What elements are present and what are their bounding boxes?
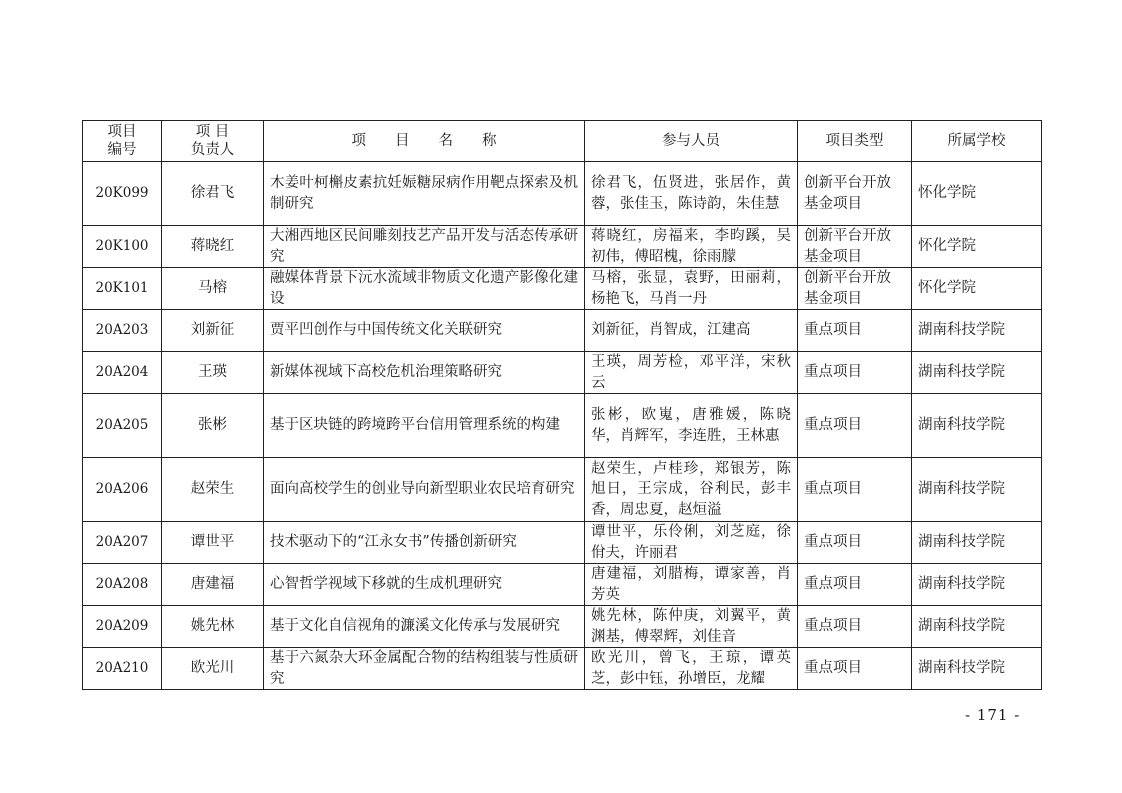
- header-leader: 项 目 负责人: [162, 121, 264, 162]
- project-id-cell: 20A203: [83, 310, 162, 352]
- project-leader-cell: 张彬: [162, 394, 264, 458]
- table-row: [83, 310, 1042, 352]
- header-name: 项 目 名 称: [264, 121, 585, 162]
- header-id: 项目 编号: [83, 121, 162, 162]
- table-row: [83, 268, 1042, 310]
- project-members-cell: 王瑛，周芳检，邓平洋，宋秋云: [585, 352, 798, 394]
- project-id-cell: 20A207: [83, 522, 162, 564]
- project-school-cell: 湖南科技学院: [912, 458, 1042, 522]
- project-type-cell: 创新平台开放基金项目: [798, 162, 912, 226]
- project-school-cell: 湖南科技学院: [912, 606, 1042, 648]
- project-type-cell: 重点项目: [798, 352, 912, 394]
- project-leader-cell: 马榕: [162, 268, 264, 310]
- project-name-cell: 心智哲学视域下移就的生成机理研究: [264, 564, 585, 606]
- project-leader-cell: 刘新征: [162, 310, 264, 352]
- table-row: [83, 226, 1042, 268]
- project-name-cell: 基于文化自信视角的濂溪文化传承与发展研究: [264, 606, 585, 648]
- project-type-cell: 创新平台开放基金项目: [798, 268, 912, 310]
- header-school: 所属学校: [912, 121, 1042, 162]
- project-id-cell: 20K099: [83, 162, 162, 226]
- project-members-cell: 赵荣生，卢桂珍，郑银芳，陈旭日，王宗成，谷利民，彭丰香，周忠夏，赵烜溢: [585, 458, 798, 522]
- project-id-cell: 20A208: [83, 564, 162, 606]
- table-row: [83, 606, 1042, 648]
- project-leader-cell: 王瑛: [162, 352, 264, 394]
- project-type-cell: 重点项目: [798, 606, 912, 648]
- project-type-cell: 重点项目: [798, 394, 912, 458]
- project-school-cell: 湖南科技学院: [912, 352, 1042, 394]
- project-type-cell: 重点项目: [798, 522, 912, 564]
- project-leader-cell: 谭世平: [162, 522, 264, 564]
- project-school-cell: 怀化学院: [912, 162, 1042, 226]
- project-school-cell: 怀化学院: [912, 226, 1042, 268]
- header-type: 项目类型: [798, 121, 912, 162]
- project-members-cell: 欧光川，曾飞，王琼，谭英芝，彭中钰，孙增臣，龙耀: [585, 648, 798, 690]
- project-id-cell: 20A206: [83, 458, 162, 522]
- project-school-cell: 湖南科技学院: [912, 648, 1042, 690]
- table-row: [83, 352, 1042, 394]
- project-members-cell: 蒋晓红，房福来，李昀蹊，吴初伟，傅昭槐，徐雨朦: [585, 226, 798, 268]
- project-id-cell: 20A209: [83, 606, 162, 648]
- header-members: 参与人员: [585, 121, 798, 162]
- project-name-cell: 基于六氮杂大环金属配合物的结构组装与性质研究: [264, 648, 585, 690]
- project-leader-cell: 徐君飞: [162, 162, 264, 226]
- table-row: [83, 394, 1042, 458]
- project-leader-cell: 欧光川: [162, 648, 264, 690]
- project-id-cell: 20A210: [83, 648, 162, 690]
- project-school-cell: 湖南科技学院: [912, 564, 1042, 606]
- project-name-cell: 技术驱动下的“江永女书”传播创新研究: [264, 522, 585, 564]
- project-name-cell: 新媒体视域下高校危机治理策略研究: [264, 352, 585, 394]
- project-leader-cell: 赵荣生: [162, 458, 264, 522]
- project-type-cell: 重点项目: [798, 458, 912, 522]
- project-leader-cell: 唐建福: [162, 564, 264, 606]
- project-members-cell: 徐君飞，伍贤进，张居作，黄蓉，张佳玉，陈诗韵，朱佳慧: [585, 162, 798, 226]
- table-row: [83, 162, 1042, 226]
- project-members-cell: 张彬，欧嵬，唐雅媛，陈晓华，肖辉军，李连胜，王林惠: [585, 394, 798, 458]
- project-members-cell: 谭世平，乐伶俐，刘芝庭，徐佾夫，许丽君: [585, 522, 798, 564]
- project-members-cell: 唐建福，刘腊梅，谭家善，肖芳英: [585, 564, 798, 606]
- project-id-cell: 20K101: [83, 268, 162, 310]
- project-name-cell: 大湘西地区民间雕刻技艺产品开发与活态传承研究: [264, 226, 585, 268]
- project-name-cell: 融媒体背景下沅水流域非物质文化遗产影像化建设: [264, 268, 585, 310]
- project-type-cell: 重点项目: [798, 648, 912, 690]
- project-name-cell: 基于区块链的跨境跨平台信用管理系统的构建: [264, 394, 585, 458]
- project-school-cell: 怀化学院: [912, 268, 1042, 310]
- project-type-cell: 重点项目: [798, 564, 912, 606]
- project-members-cell: 姚先林，陈仲庚，刘翼平，黄渊基，傅翠辉，刘佳音: [585, 606, 798, 648]
- project-id-cell: 20A205: [83, 394, 162, 458]
- project-name-cell: 木姜叶柯槲皮素抗妊娠糖尿病作用靶点探索及机制研究: [264, 162, 585, 226]
- project-leader-cell: 蒋晓红: [162, 226, 264, 268]
- project-id-cell: 20K100: [83, 226, 162, 268]
- project-name-cell: 面向高校学生的创业导向新型职业农民培育研究: [264, 458, 585, 522]
- table-row: [83, 458, 1042, 522]
- table-body: [83, 162, 1042, 690]
- project-table: [82, 120, 1042, 690]
- table-row: [83, 564, 1042, 606]
- project-school-cell: 湖南科技学院: [912, 310, 1042, 352]
- project-members-cell: 刘新征，肖智成，江建高: [585, 310, 798, 352]
- page-number: - 171 -: [965, 706, 1021, 724]
- table-header-row: [83, 121, 1042, 162]
- project-type-cell: 重点项目: [798, 310, 912, 352]
- project-school-cell: 湖南科技学院: [912, 394, 1042, 458]
- table-row: [83, 648, 1042, 690]
- project-id-cell: 20A204: [83, 352, 162, 394]
- project-members-cell: 马榕，张显，袁野，田丽莉，杨艳飞，马肖一丹: [585, 268, 798, 310]
- project-school-cell: 湖南科技学院: [912, 522, 1042, 564]
- table-row: [83, 522, 1042, 564]
- project-name-cell: 贾平凹创作与中国传统文化关联研究: [264, 310, 585, 352]
- project-type-cell: 创新平台开放基金项目: [798, 226, 912, 268]
- project-leader-cell: 姚先林: [162, 606, 264, 648]
